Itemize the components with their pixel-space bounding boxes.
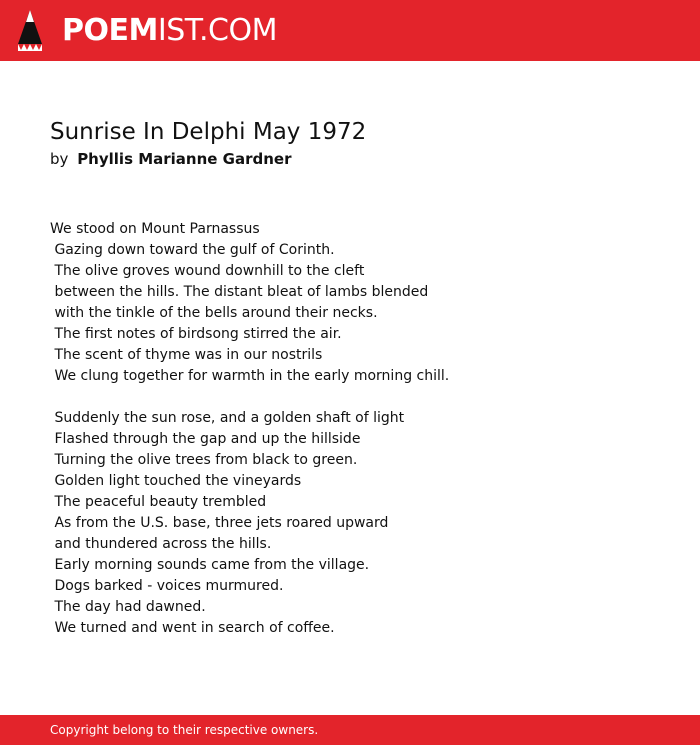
stanza-break — [50, 387, 449, 408]
pencil-tip-icon[interactable] — [18, 10, 42, 51]
site-logo[interactable] — [62, 13, 277, 49]
poem-line: with the tinkle of the bells around their necks. — [50, 305, 378, 321]
poem-line: We clung together for warmth in the early morning chill. — [50, 368, 450, 384]
poem-body — [50, 219, 449, 639]
poem-line: Dogs barked - voices murmured. — [50, 578, 284, 594]
poem-line: Gazing down toward the gulf of Corinth. — [50, 242, 335, 258]
by-label: by — [50, 150, 69, 168]
poem-line: Flashed through the gap and up the hillside — [50, 431, 361, 447]
site-footer — [0, 715, 700, 745]
site-header — [0, 0, 700, 61]
poem-line: between the hills. The distant bleat of lambs blended — [50, 284, 429, 300]
poem-line: Turning the olive trees from black to green. — [50, 452, 358, 468]
poem-line: The peaceful beauty trembled — [50, 494, 267, 510]
poem-line: Suddenly the sun rose, and a golden shaft of light — [50, 410, 405, 426]
poem-line: We turned and went in search of coffee. — [50, 620, 335, 636]
poem-line: The day had dawned. — [50, 599, 206, 615]
poem-line: and thundered across the hills. — [50, 536, 272, 552]
poem-line: The first notes of birdsong stirred the air. — [50, 326, 342, 342]
author-name: Phyllis Marianne Gardner — [77, 150, 292, 168]
poem-line: We stood on Mount Parnassus — [50, 221, 260, 237]
poem-line: Golden light touched the vineyards — [50, 473, 302, 489]
poem-line: The olive groves wound downhill to the cleft — [50, 263, 365, 279]
poem-line: As from the U.S. base, three jets roared upward — [50, 515, 389, 531]
logo-bold-text: POEM — [62, 13, 158, 48]
copyright-notice: Copyright belong to their respective owners. — [50, 723, 319, 737]
byline — [50, 148, 292, 170]
poem-line: The scent of thyme was in our nostrils — [50, 347, 323, 363]
logo-light-text: IST.COM — [157, 13, 277, 48]
poem-title: Sunrise In Delphi May 1972 — [50, 119, 367, 145]
poem-line: Early morning sounds came from the village. — [50, 557, 370, 573]
